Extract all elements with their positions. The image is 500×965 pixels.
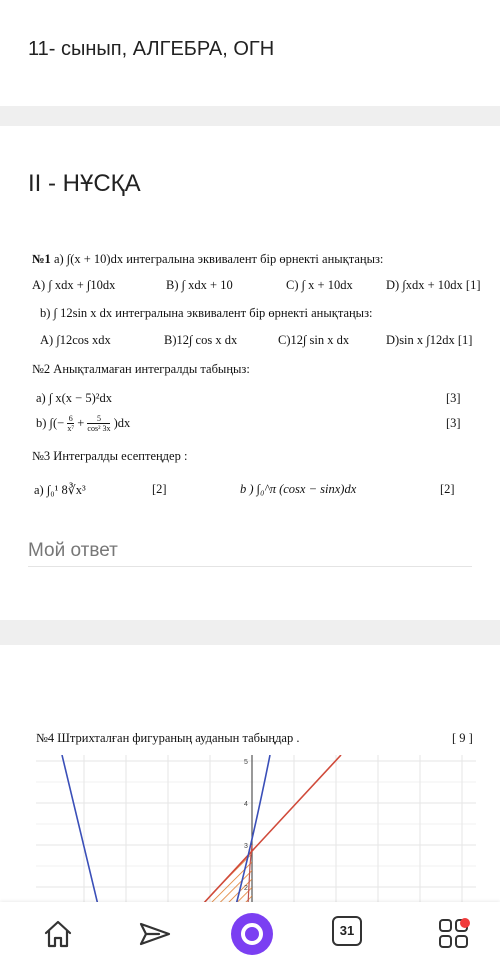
q1-b-option-c: C)12∫ sin x dx: [278, 333, 350, 347]
q1-b-option-a: A) ∫12cos xdx: [40, 333, 111, 347]
q1-b-text: b) ∫ 12sin x dx интегралына эквивалент бір өрнекті анықтаңыз:: [40, 306, 373, 320]
y-tick-4: 4: [244, 801, 248, 808]
graph-grid: [36, 755, 476, 905]
q2-b-num-2: 5: [87, 414, 110, 424]
q2-b-den-1: x⁷: [67, 424, 75, 433]
y-tick-2: 2: [244, 885, 248, 892]
assistant-button[interactable]: [230, 912, 274, 956]
q1-a-row: [32, 252, 383, 267]
q2-a-points: [3]: [446, 391, 461, 405]
alice-assistant-icon: [230, 912, 274, 956]
form-title: 11- сынып, АЛГЕБРА, ОГН: [28, 38, 275, 60]
q3-b-points: [2]: [440, 482, 455, 496]
q2-b-num-1: 6: [68, 414, 73, 423]
question-section-card: [0, 126, 500, 620]
parabola-right-branch: [236, 755, 270, 905]
q2-b: [36, 414, 130, 438]
send-icon: [135, 914, 175, 954]
y-tick-5: 5: [244, 759, 248, 766]
q4-text: №4 Штрихталған фигураның ауданын табыңдар .: [36, 731, 300, 745]
q1-b-option-d: D)sin x ∫12dx [1]: [386, 333, 473, 347]
q2-b-plus: +: [77, 416, 85, 430]
q4-graph: [36, 755, 476, 905]
q1-a-text: a) ∫(x + 10)dx интегралына эквивалент бір өрнекті анықтаңыз:: [53, 252, 384, 266]
q2-b-points: [3]: [446, 416, 461, 430]
tabs-counter-button[interactable]: 31: [332, 916, 362, 946]
bottom-navigation: [0, 902, 500, 965]
home-icon: [38, 914, 78, 954]
q2-b-prefix: b) ∫(−: [36, 416, 65, 430]
q3-text: №3 Интегралды есептеңдер :: [32, 449, 188, 463]
answer-input[interactable]: Мой ответ: [28, 540, 118, 561]
y-tick-3: 3: [244, 843, 248, 850]
q2-b-den-2: cos² 3x: [87, 424, 111, 433]
q1-a-option-a: A) ∫ xdx + ∫10dx: [32, 278, 116, 292]
q1-number: №1: [32, 252, 51, 266]
q1-b-option-b: B)12∫ cos x dx: [164, 333, 238, 347]
q1-a-option-d: D) ∫xdx + 10dx [1]: [386, 278, 481, 292]
apps-grid-icon: [436, 916, 472, 952]
q2-b-fraction-2: [87, 414, 110, 433]
q2-text: №2 Анықталмаған интегралды табыңыз:: [32, 362, 250, 376]
parabola-left-branch: [62, 755, 98, 905]
home-button[interactable]: [38, 914, 78, 954]
q2-a: a) ∫ x(x − 5)²dx: [36, 391, 113, 405]
send-button[interactable]: [135, 914, 175, 954]
answer-underline: [28, 566, 472, 567]
q1-a-option-c: C) ∫ x + 10dx: [286, 278, 353, 292]
q2-b-suffix: )dx: [113, 416, 131, 430]
q4-points: [ 9 ]: [452, 731, 473, 745]
q2-b-fraction-1: [67, 414, 74, 433]
header-card: [0, 0, 500, 106]
notification-dot: [460, 918, 470, 928]
q1-a-option-b: B) ∫ xdx + 10: [166, 278, 233, 292]
q3-a: a) ∫₀¹ 8∛x³: [34, 483, 86, 497]
q3-a-points: [2]: [152, 482, 167, 496]
apps-button[interactable]: [436, 916, 472, 957]
line-graph: [202, 755, 341, 905]
section-title: II - НҰСҚА: [28, 170, 141, 197]
q3-b: b ) ∫₀^π (cosx − sinx)dx: [240, 482, 357, 496]
